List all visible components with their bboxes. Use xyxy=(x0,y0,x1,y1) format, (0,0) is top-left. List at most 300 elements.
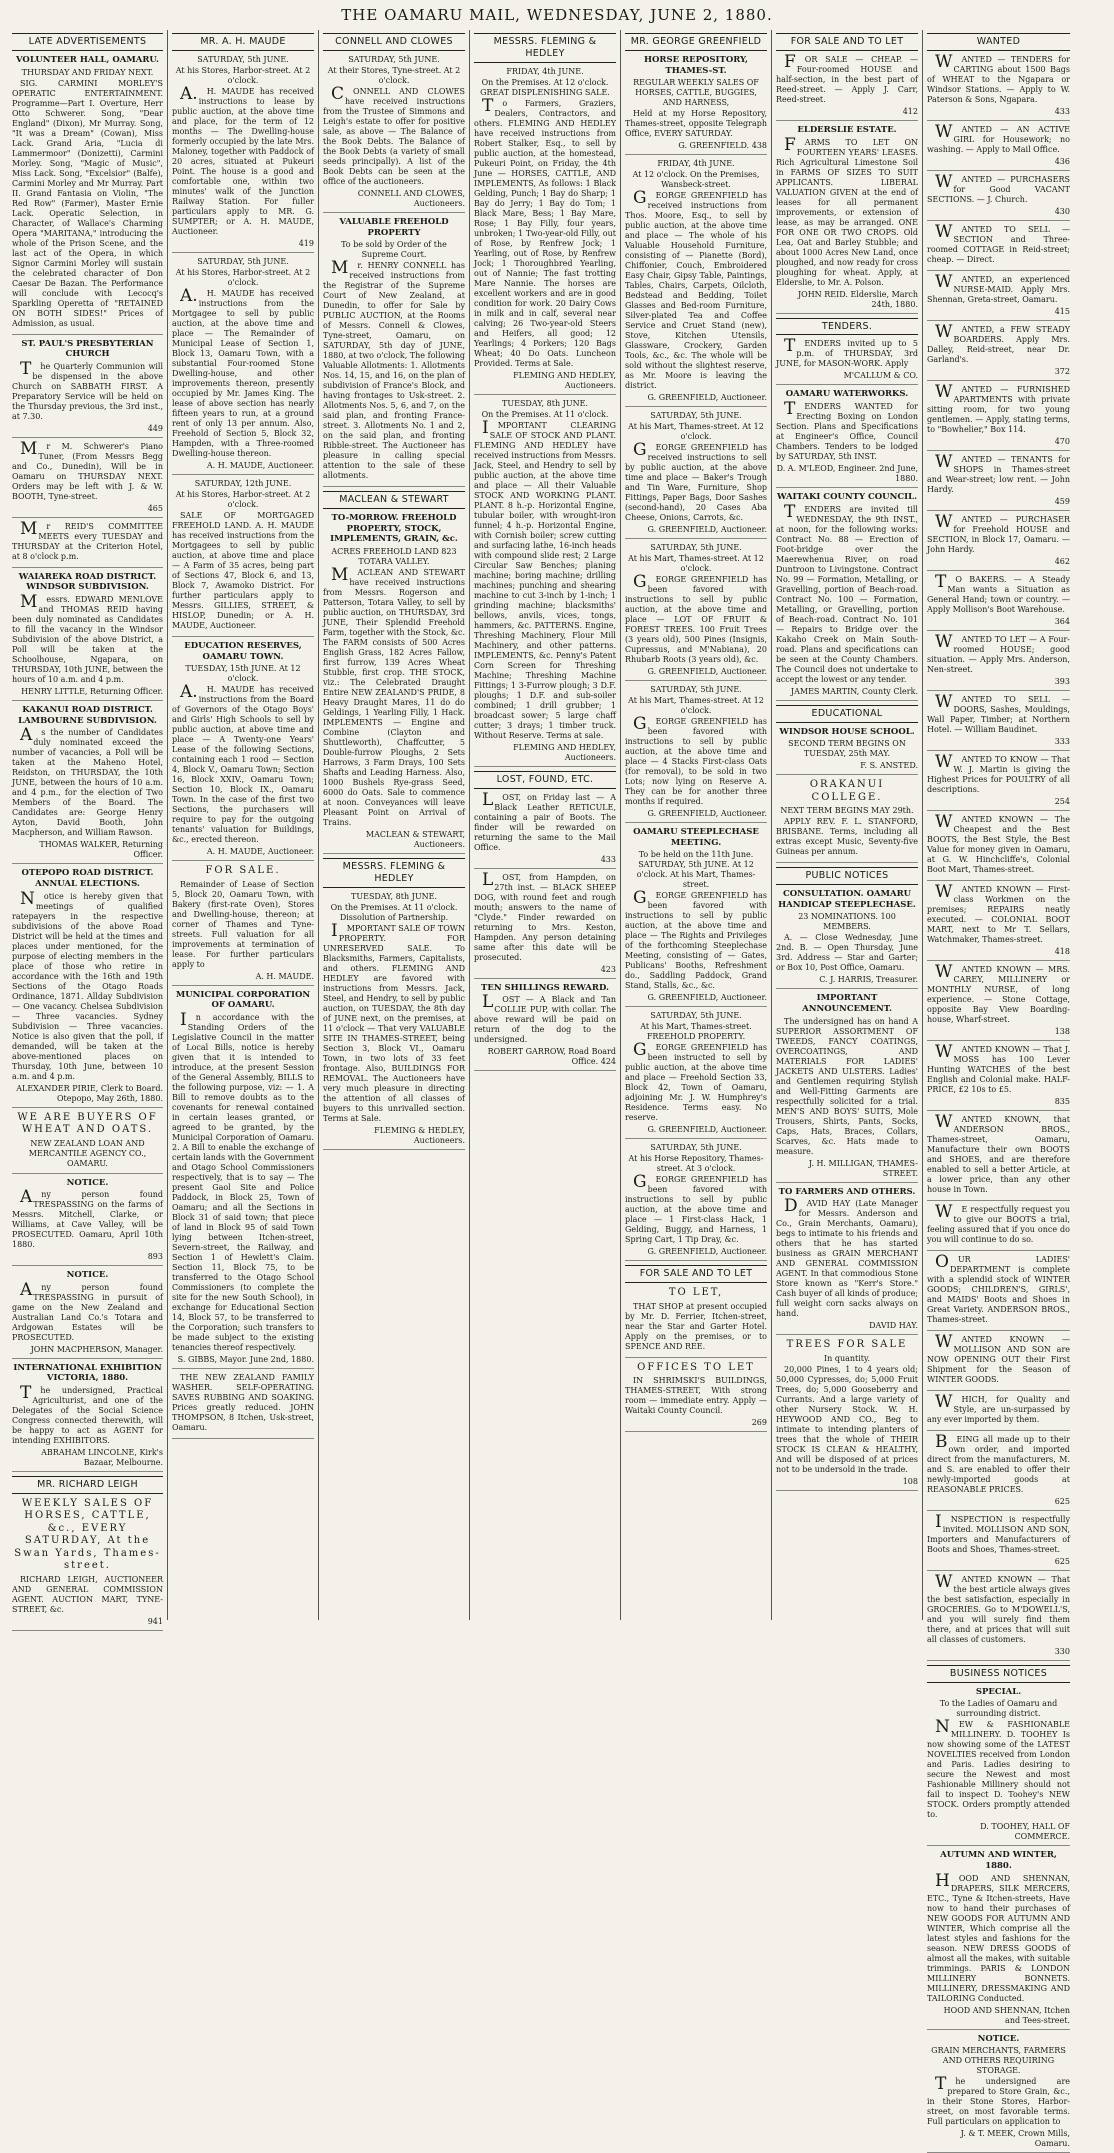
ad-signature: G. GREENFIELD, Auctioneer. xyxy=(647,809,767,819)
section-heading: CONNELL AND CLOWES xyxy=(323,33,465,51)
ad-body: NEW & FASHIONABLE MILLINERY. D. TOOHEY Is now showing some of the LATEST NOVELTIES received from London and Paris. Ladies desiring to secure the Newest and most Fashionable Millinery should not fail to inspect D. Toohey's NEW STOCK. Orders promptly attended to. xyxy=(927,1717,1070,1820)
ad-body: As the number of Candidates duly nominated exceed the number of vacancies, a Poll will be taken at the Maheno Hotel, Reidston, on THURSDAY, the 10th JUNE, between the hours of 10 a.m. and 4 p.m., for the election of Two Members of the Board. The Candidates are: George Henry Ayton, David Booth, John Macpherson, and William Rawson. xyxy=(12,725,163,838)
ad-body: Messrs. EDWARD MENLOVE and THOMAS REID having been duly nominated as Candidates to fill the vacancy in the Windsor Subdivision of the above District, a Poll will be taken at the Schoolhouse, Ngapara, on THURSDAY, 10th JUNE, between the hours of 10 a.m. and 4 p.m. xyxy=(12,592,163,684)
ad-body: MACLEAN AND STEWART have received instructions from Messrs. Rogerson and Patterson, Totara Valley, to sell by public auction, on THURSDAY, 3rd JUNE, Their Splendid Freehold Farm, together with the Stock, &c. The FARM consists of 500 Acres English Grass, 182 Acres Fallow, first furrow, 139 Acres Wheat Stubble, first crop. THE STOCK, viz.: The Celebrated Draught Entire NEW ZEALAND'S PRIDE, 8 Heavy Draught Mares, 11 do do Geldings, 1 Yearling Filly, 1 Hack. IMPLEMENTS — Engine and Combine (Clayton and Shuttleworth), Chaffcutter, 5 Double-furrow Ploughs, 2 Sets Harrows, 3 Farm Drays, 100 Sets Shafts and Leading Harness. Also, 1000 Bushels Rye-grass Seed, 6000 do Oats. Sale to commence at noon. Conveyances will leave Pleasant Point on Arrival of Trains. xyxy=(323,564,465,827)
ad-signature: 364 xyxy=(1054,616,1070,626)
ad-signature: 433 xyxy=(600,854,616,864)
advertisement xyxy=(776,389,918,488)
ad-body: GEORGE GREENFIELD has received instructions from Thos. Moore, Esq., to sell by public auction, at the above time and place — The whole of his Valuable Household Furniture, consisting of — Pianette (Bord), Chiffonier, Couch, Embroidered Easy Chair, Gipsy Table, Paintings, Tables, Chairs, Carpets, Oilcloth, Bedstead and Bedding, Toilet Glasses and Bed-room Furniture, Silver-plated Tea and Coffee Service and Cruet Stand (new), Stove, Kitchen Utensils, Glassware, Crockery, Garden Tools, &c., &c. The whole will be sold without the slightest reserve, as Mr. Moore is leaving the district. xyxy=(625,188,767,391)
ad-subtitle: At his Mart, Thames-street. FREEHOLD PROPERTY. xyxy=(640,1022,752,1042)
ad-body: WANTED TO SELL — DOORS, Sashes, Mouldings, Wall Paper, Timber; at Northern Hotel. — William Baudinet. xyxy=(927,691,1070,734)
ad-body: THE NEW ZEALAND FAMILY WASHER. SELF-OPERATING. SAVES RUBBING AND SOAKING. Prices greatly reduced. JOHN THOMPSON, 8 Itchen, Usk-street, Oamaru. xyxy=(172,1372,314,1432)
advertisement xyxy=(12,339,163,438)
ad-signature: 333 xyxy=(1054,736,1070,746)
ad-subtitle: At his Mart, Thames-street. At 12 o'clock. xyxy=(628,554,764,574)
ad-title: TUESDAY, 8th JUNE. xyxy=(351,891,437,901)
section-heading: TENDERS. xyxy=(776,318,918,336)
ad-body: WANTED — FURNISHED APARTMENTS with private sitting room, for two young gentlemen. — Apply, stating terms, to "Bowhelier," Box 114. xyxy=(927,381,1070,434)
ad-title: OAMARU STEEPLECHASE MEETING. xyxy=(633,827,759,848)
ad-signature: 269 xyxy=(751,1418,767,1428)
ad-body: A.H. MAUDE has received instructions to lease by public auction, at the above time and place, for the term of 12 months — The Dwelling-house formerly occupied by the late Mrs. Maloney, together with Paddock of 20 acres, situated at Pukeuri Point. The house is a good and comfortable one, within two minutes' walk of the Junction Railway Station. For fuller particulars apply to MR. G. SUMPTER; or A. H. MAUDE, Auctioneer. xyxy=(172,83,314,236)
advertisement xyxy=(776,779,918,863)
ad-signature: 433 xyxy=(1054,106,1070,116)
section-heading: MACLEAN & STEWART xyxy=(323,491,465,509)
ad-body: WANTED — TENANTS for SHOPS in Thames-street and Wear-street; low rent. — John Hardy. xyxy=(927,451,1070,494)
ad-body: RICHARD LEIGH, AUCTIONEER AND GENERAL COMMISSION AGENT. AUCTION MART, TYNE-STREET, &c. xyxy=(12,1574,163,1614)
advertisement xyxy=(12,518,163,568)
ad-body: NEW ZEALAND LOAN AND MERCANTILE AGENCY CO., OAMARU. xyxy=(28,1138,147,1168)
ad-body: HOOD AND SHENNAN, DRAPERS, SILK MERCERS, ETC., Tyne & Itchen-streets, Have now to hand their purchases of NEW GOODS FOR AUTUMN AND WINTER, Which comprise all the latest styles and fashions for the season. NEW DRESS GOODS of almost all the makes, with suitable trimmings. PARIS & LONDON MILLINERY BONNETS. MILLINERY, DRESSMAKING AND TAILORING Conducted. xyxy=(927,1870,1070,2003)
ad-signature: ABRAHAM LINCOLNE, Kirk's Bazaar, Melbourne. xyxy=(41,1448,163,1467)
advertisement xyxy=(927,271,1070,321)
ad-signature: 412 xyxy=(902,106,918,116)
ad-signature: 430 xyxy=(1054,206,1070,216)
ad-body: WANTED KNOWN — MRS. CAREY, MILLINERY or MONTHLY NURSE, of long experience. — Stone Cottage, opposite Bay View Boarding-house, Wharf-street. xyxy=(927,961,1070,1024)
advertisement xyxy=(172,641,314,861)
ad-body: WANTED — PURCHASERS for Good VACANT SECTIONS. — J. Church. xyxy=(927,171,1070,204)
ad-title: ELDERSLIE ESTATE. xyxy=(797,124,897,135)
section-heading: PUBLIC NOTICES xyxy=(776,867,918,885)
ad-title: VOLUNTEER HALL, OAMARU. xyxy=(15,54,159,65)
ad-title: OFFICES TO LET xyxy=(637,1361,755,1373)
ad-body: WANTED TO KNOW — That W. J. Martin is giving the Highest Prices for POULTRY of all descriptions. xyxy=(927,751,1070,794)
advertisement xyxy=(172,257,314,475)
column-4 xyxy=(470,30,621,1620)
advertisement xyxy=(927,451,1070,511)
ad-title: TO FARMERS AND OTHERS. xyxy=(778,1186,916,1197)
ad-title: WAIAREKA ROAD DISTRICT. WINDSOR SUBDIVISION. xyxy=(18,571,157,593)
advertisement xyxy=(927,1511,1070,1571)
ad-signature: 423 xyxy=(600,964,616,974)
ad-body: TENDERS WANTED for Erecting Boxing on London Section. Plans and Specifications at Engineer's Office, Council Chambers. Tenders to be lodged by SATURDAY, 5th INST. xyxy=(776,399,918,461)
ad-body: SIG. CARMINI MORLEY'S OPERATIC ENTERTAINMENT. Programme—Part I. Overture, Herr Otto Schwerer. Song, "Dear England" (Dixon), Mr Murray. Song, "It was a Dream" (Cowan), Miss Lack. Grand Aria, "Lucia di Lammermoor" (Donizetti), Carmini Morley. Song, "Magic of Music", Miss Lack. Song, "Excelsior" (Balfe), Carmini Morley and Mr Murray. Part II. Grand Fantasia on Violin, "The Red Row" (Farmer), Master Ernie Lack. Operatic Selection, in Character, of Wallace's Charming Opera "MARITANA," introducing the whole of the Prison Scene, and the last act of the Opera, in which Signor Carmini Morley will sustain the celebrated character of Don Caesar De Bazan. The Performance will conclude with Lecocq's Sparkling Operetta of "RETAINED ON BOTH SIDES!" Prices of Admission, as usual. xyxy=(12,78,163,328)
ad-body: The undersigned, Practical Agriculturist, and one of the Delegates of the Social Science Congress connected therewith, will be happy to act as AGENT for intending EXHIBITORS. xyxy=(12,1383,163,1445)
advertisement xyxy=(927,1687,1070,1847)
section-heading: MR. GEORGE GREENFIELD xyxy=(625,33,767,51)
advertisement xyxy=(927,1431,1070,1511)
ad-body: CONNELL AND CLOWES have received instructions from the Trustee of Simmons and Leigh's estate to offer for positive sale, as above — The Balance of the Book Debts. The Balance of the Book Debts (a variety of small seeds principally). A list of the Book Debts can be seen at the office of the auctioneers. xyxy=(323,83,465,186)
ad-subtitle: At his Stores, Harbor-street. At 2 o'clock. xyxy=(175,65,311,85)
ad-signature: 465 xyxy=(147,503,163,513)
advertisement xyxy=(625,1287,767,1358)
advertisement xyxy=(776,727,918,776)
ad-body: LOST, on Friday last — A Black Leather RETICULE, containing a pair of Boots. The finder will be rewarded on returning the same to the Mail Office. xyxy=(474,789,616,852)
advertisement xyxy=(927,2034,1070,2153)
advertisement xyxy=(927,961,1070,1041)
advertisement xyxy=(625,411,767,539)
advertisement xyxy=(927,811,1070,881)
advertisement xyxy=(12,1178,163,1267)
ad-title: TUESDAY, 8th JUNE. xyxy=(502,398,588,408)
ad-title: WAITAKI COUNTY COUNCIL. xyxy=(776,492,918,502)
ad-signature: 138 xyxy=(1054,1026,1070,1036)
ad-title: EDUCATION RESERVES, OAMARU TOWN. xyxy=(184,640,302,662)
advertisement xyxy=(927,691,1070,751)
ad-body: WANTED — PURCHASER for Freehold HOUSE and SECTION, in Block 17, Oamaru. — John Hardy. xyxy=(927,511,1070,554)
ad-body: WANTED KNOWN — The Cheapest and the Best BOOTS, the Best Style, the Best Value for money given in Oamaru, at G. W. Hinchcliffe's, Colonial Boot Mart, Thames-street. xyxy=(927,811,1070,874)
advertisement xyxy=(625,55,767,155)
section-heading: FOR SALE AND TO LET xyxy=(625,1265,767,1283)
ad-signature: S. GIBBS, Mayor. June 2nd, 1880. xyxy=(177,1354,314,1364)
ad-body: WANTED KNOWN — That the best article always gives the best satisfaction, especially in GROCERIES. Go to M'DOWELL'S, and you will surely find them there, and at prices that will suit all classes of customers. xyxy=(927,1571,1070,1644)
ad-title: IMPORTANT ANNOUNCEMENT. xyxy=(802,993,892,1014)
ad-body: IMPORTANT SALE OF TOWN PROPERTY. FOR UNRESERVED SALE. To Blacksmiths, Farmers, Capitalists, and others. FLEMING AND HEDLEY are favored with instructions from Messrs. Jack, Steel, and Hendry, to sell by public auction, on TUESDAY, the 8th day of JUNE next, on the premises, at 11 o'clock — That very VALUABLE SITE IN THAMES-STREET, being Section 3, Block VI., Oamaru Town, in two lots of 33 feet frontage. Also, BUILDINGS FOR REMOVAL. The Auctioneers have very much pleasure in directing the attention of all classes of buyers to this unrivalled section. Terms at Sale. xyxy=(323,920,466,1123)
advertisement xyxy=(776,1187,918,1336)
advertisement xyxy=(323,217,465,487)
advertisement xyxy=(625,543,767,681)
ad-title: TREES FOR SALE xyxy=(786,1339,908,1351)
ad-signature: D. A. M'LEOD, Engineer. 2nd June, 1880. xyxy=(776,464,918,483)
advertisement xyxy=(474,869,616,979)
ad-title: SATURDAY, 5th JUNE. xyxy=(650,1011,742,1021)
ad-signature: G. GREENFIELD, Auctioneer. xyxy=(647,1247,767,1257)
ad-signature: 393 xyxy=(1054,676,1070,686)
advertisement xyxy=(474,67,616,395)
ad-subtitle: At his Stores, Harbor-street. At 2 o'clock. xyxy=(175,267,311,287)
ad-signature: A. H. MAUDE. xyxy=(255,971,314,981)
ad-body: In accordance with the Standing Orders of the Legislative Council in the matter of Local Bills, notice is hereby given that it is intended to introduce, at the present Session of the General Assembly, BILLS to the following purpose, viz: — 1. A Bill to remove doubts as to the covenants for renewal contained in certain leases granted, or agreed to be granted, by the Municipal Corporation of Oamaru. 2. A Bill to enable the exchange of certain lands with the Government and Otago School Commissioners respectively, that is to say — The present Gaol Site and Police Paddock, in Block 25, Town of Oamaru; and all the Sections in Block 31 of said town; that piece of land in Block 95 of said Town lying between Itchen-street, Severn-street, the Railway, and Section 1 of Hewlett's Claim. Section 11, Block 75, to be transferred to the Otago School Commissioners (to complete the site for the new South School), in exchange for Educational Section 14, Block 57, to be transferred to the Corporation; such transfers to be made subject to the existing tenancies thereof respectively. xyxy=(172,1009,314,1352)
ad-body: WANTED, a FEW STEADY BOARDERS. Apply Mrs. Dalley, Reid-street, near Dr. Garland's. xyxy=(927,321,1070,364)
ad-signature: ROBERT GARROW, Road Board Office. 424 xyxy=(487,1047,616,1067)
ad-title: WE ARE BUYERS OF WHEAT AND OATS. xyxy=(17,1111,158,1135)
advertisement xyxy=(625,1143,767,1261)
ad-body: SALE OF MORTGAGED FREEHOLD LAND. A. H. MAUDE has received instructions from the Mortgagees to sell by public auction, at above time and place — A Farm of 35 acres, being part of Sections 47, Block 6, and 13, Block 7, Awamoko District. For further particulars apply to Messrs. GILLIES, STREET, & HISLOP, Dunedin; or A. H. MAUDE, Auctioneer. xyxy=(172,510,314,630)
advertisement xyxy=(625,159,767,407)
ad-body: Held at my Horse Repository, Thames-street, opposite Telegraph Office, EVERY SATURDAY. xyxy=(625,109,767,139)
newspaper-page xyxy=(8,30,1106,2149)
ad-body: GEORGE GREENFIELD has been favored with instructions to sell by public auction, at the above time and place — LOT OF FRUIT & FOREST TREES. 100 Fruit Trees (3 years old), 500 Pines (Insignis, Cupressus, and M'Nabiana), 20 Rhubarb Roots (3 years old), &c. xyxy=(625,572,767,665)
ad-signature: FLEMING AND HEDLEY, Auctioneers. xyxy=(513,370,616,390)
ad-signature: HOOD AND SHENNAN, Itchen and Tees-street. xyxy=(943,2005,1070,2025)
ad-title: TO LET, xyxy=(668,1287,724,1299)
ad-subtitle: On the Premises. At 11 o'clock. xyxy=(481,409,609,419)
ad-body: TENDERS are invited till WEDNESDAY, the 9th INST., at noon, for the following works: Contract No. 88 — Erection of Foot-bridge over the Maerewhenua River, on road Duntroon to Livingstone. Contract No. 99 — Formation, Metalling, or Gravelling, portion of Beach-road. Contract No. 100 — Formation, Metalling, or Gravelling, portion of Beach-road. Contract No. 101 — Repairs to Bridge over the Kakaho Creek on Main South-road. Plans and specifications can be seen at the County Chambers. The Council does not undertake to accept the lowest or any tender. xyxy=(776,501,918,684)
ad-title: SATURDAY, 5th JUNE. xyxy=(348,54,440,64)
ad-body: Any person found TRESPASSING in pursuit of game on the New Zealand and Australian Land Co.'s Totara and Ardgowan Estates will be PROSECUTED. xyxy=(12,1279,163,1342)
advertisement xyxy=(927,321,1070,381)
ad-body: DAVID HAY (Late Manager for Messrs. Anderson and Co., Grain Merchants, Oamaru), begs to intimate to his friends and others that he has started business as GRAIN MERCHANT AND GENERAL COMMISSION AGENT. In that commodious Stone Store known as "Kerr's Store." Cash buyer of all kinds of produce; full weight corn sacks always on hand. xyxy=(776,1196,918,1319)
ad-subtitle: On the Premises. At 11 o'clock. Dissolution of Partnership. xyxy=(330,902,458,922)
advertisement xyxy=(12,1112,163,1174)
ad-subtitle: TUESDAY, 15th JUNE. At 12 o'clock. xyxy=(185,664,301,684)
ad-body: INSPECTION is respectfully invited. MOLLISON AND SON, Importers and Manufacturers of Boots and Shoes, Thames-street. xyxy=(927,1511,1070,1554)
advertisement xyxy=(172,55,314,253)
ad-signature: D. TOOHEY, HALL OF COMMERCE. xyxy=(980,1822,1070,1842)
ad-signature: DAVID HAY. xyxy=(869,1321,918,1331)
ad-signature: M'CALLUM & CO. xyxy=(843,371,918,381)
section-heading: MESSRS. FLEMING & HEDLEY xyxy=(323,858,465,888)
ad-signature: 254 xyxy=(1054,796,1070,806)
ad-body: A.H. MAUDE has received instructions from the Mortgagee to sell by public auction, at the above time and place — The Remainder of Municipal Lease of Section 1, Block 13, Oamaru Town, with a substantial Four-roomed Stone Dwelling-house, and other improvements thereon, presently occupied by Mr. James King. The lease of above section has nearly fifteen years to run, at a ground rent of only 13 per annum. Also, Freehold of Section 5, Block 32, Hampden, with a Three-roomed Dwelling-house thereon. xyxy=(172,285,314,458)
ad-body: FARMS TO LET ON FOURTEEN YEARS' LEASES. Rich Agricultural Limestone Soil in FARMS OF SIZES TO SUIT APPLICANTS. LIBERAL VALUATION GIVEN at the end of leases for all permanent improvements, or extension of lease, as may be arranged. ONE FOR ONE OR TWO CROPS. Old Lea, Oat and Barley Stubble; and about 1000 Acres New Land, once ploughed, and now ready for cross ploughing for wheat. Apply, at Elderslie, to Mr. A. Polson. xyxy=(776,134,918,287)
ad-subtitle: NEXT TERM BEGINS MAY 29th. xyxy=(780,806,914,816)
advertisement xyxy=(625,1362,767,1433)
ad-body: Mr REID'S COMMITTEE MEETS every TUESDAY and THURSDAY at the Criterion Hotel, at 8 o'clock p.m. xyxy=(12,518,163,561)
ad-subtitle: At his Mart, Thames-street. At 12 o'clock. xyxy=(628,422,764,442)
advertisement xyxy=(474,399,616,767)
advertisement xyxy=(323,892,465,1150)
section-heading: EDUCATIONAL xyxy=(776,705,918,723)
ad-signature: 108 xyxy=(902,1476,918,1486)
advertisement xyxy=(12,1498,163,1631)
ad-title: OTEPOPO ROAD DISTRICT. ANNUAL ELECTIONS. xyxy=(21,868,154,889)
advertisement xyxy=(625,685,767,823)
ad-body: LOST, from Hampden, on 27th inst. — BLACK SHEEP DOG, with round feet and rough mouth; answers to the name of "Clyde." Finder rewarded on returning to Mrs. Keston, Hampden. Any person detaining same after this date will be prosecuted. xyxy=(474,869,616,962)
advertisement xyxy=(323,513,465,854)
ad-signature: HENRY LITTLE, Returning Officer. xyxy=(21,687,163,696)
advertisement xyxy=(776,889,918,989)
advertisement xyxy=(927,511,1070,571)
ad-title: TEN SHILLINGS REWARD. xyxy=(481,982,609,993)
ad-title: OAMARU WATERWORKS. xyxy=(785,389,909,400)
column-3 xyxy=(319,30,470,1620)
ad-body: Any person found TRESPASSING on the farms of Messrs. Mitchell, Clarke, or Williams, at Cave Valley, will be PROSECUTED. Oamaru, April 10th 1880. xyxy=(12,1187,163,1250)
ad-signature: 462 xyxy=(1054,556,1070,566)
ad-subtitle: REGULAR WEEKLY SALES OF HORSES, CATTLE, BUGGIES, AND HARNESS, xyxy=(633,78,759,108)
ad-body: TENDERS invited up to 5 p.m. of THURSDAY, 3rd JUNE, for MASON-WORK. Apply xyxy=(776,336,918,369)
advertisement xyxy=(776,51,918,121)
section-heading: MR. RICHARD LEIGH xyxy=(12,1476,163,1494)
ad-signature: 436 xyxy=(1054,156,1070,166)
ad-subtitle: At his Mart, Thames-street. At 12 o'clock. xyxy=(628,696,764,716)
advertisement xyxy=(776,1339,918,1491)
ad-signature: G. GREENFIELD, Auctioneer. xyxy=(647,393,767,403)
ad-body: Remainder of Lease of Section 5, Block 20, Oamaru Town, with Bakery (first-rate Oven), Stores and Dwelling-house, thereon; at corner of Thames and Tyne-streets. Full valuation for all improvements at termination of lease. For further particulars apply to xyxy=(172,879,314,969)
ad-subtitle: THURSDAY AND FRIDAY NEXT. xyxy=(21,67,154,77)
ad-title: SATURDAY, 5th JUNE. xyxy=(650,1143,742,1153)
ad-signature: 459 xyxy=(1054,496,1070,506)
ad-signature: J. & T. MEEK, Crown Mills, Oamaru. xyxy=(960,2129,1070,2149)
ad-body: IN SHRIMSKI'S BUILDINGS, THAMES-STREET, With strong room — immediate entry. Apply — Waitaki County Council. xyxy=(625,1376,767,1416)
ad-body: GEORGE GREENFIELD has been favored with instructions to sell by public auction, at the above time and place — 4 Stacks First-class Oats (for removal), to be sold in two Lots; now lying on Reserve A. They can be for another three months if required. xyxy=(625,714,767,807)
ad-body: FOR SALE — CHEAP. — Four-roomed HOUSE and half-section, in the best part of Reed-street. — Apply J. Carr, Reed-street. xyxy=(776,51,918,104)
ad-title: KAKANUI ROAD DISTRICT. LAMBOURNE SUBDIVISION. xyxy=(18,705,157,726)
ad-signature: THOMAS WALKER, Returning Officer. xyxy=(39,840,163,860)
ad-body: WANTED KNOWN — MOLLISON AND SON are NOW OPENING OUT their First Shipment for the Season of WINTER GOODS. xyxy=(927,1331,1070,1384)
ad-title: HORSE REPOSITORY, THAMES-ST. xyxy=(644,54,748,76)
ad-title: AUTUMN AND WINTER, 1880. xyxy=(940,1850,1057,1871)
section-heading: WANTED xyxy=(927,33,1070,51)
ad-subtitle: 23 NOMINATIONS. 100 MEMBERS. xyxy=(798,912,896,932)
ad-body: WHICH, for Quality and Style, are un-surpassed by any ever imported by them. xyxy=(927,1391,1070,1424)
advertisement xyxy=(625,1011,767,1139)
ad-signature: 625 xyxy=(1054,1496,1070,1506)
ad-signature: JOHN REID. Elderslie, March 24th, 1880. xyxy=(797,289,918,309)
ad-body: OUR LADIES' DEPARTMENT is complete with a splendid stock of WINTER GOODS; CHILDREN'S, GIRLS', and MAIDS' Boots and Shoes in Great Variety. ANDERSON BROS., Thames-street. xyxy=(927,1251,1070,1324)
ad-body: APPLY REV. F. L. STANFORD, BRISBANE. Terms, including all extras except Music, Seventy-five Guineas per annum. xyxy=(776,817,918,857)
ad-body: GEORGE GREENFIELD has been instructed to sell by public auction, at the above time and place — Freehold Section 33, Block 42, Town of Oamaru, adjoining Mr. J. W. Humphrey's Residence. Terms easy. No reserve. xyxy=(625,1040,767,1123)
ad-title: INTERNATIONAL EXHIBITION VICTORIA, 1880. xyxy=(13,1362,162,1384)
advertisement xyxy=(927,1111,1070,1201)
ad-body: WANTED TO LET — A Four-roomed HOUSE; good situation. — Apply Mrs. Anderson, Nen-street. xyxy=(927,631,1070,674)
ad-title: SATURDAY, 5th JUNE. xyxy=(650,543,742,553)
ad-body: The undersigned has on hand A SUPERIOR ASSORTMENT OF TWEEDS, FANCY COATINGS, OVERCOATINGS, AND MATERIALS FOR LADIES' JACKETS AND ULSTERS. Ladies' and Gentlemen requiring Stylish and Well-Fitting Garments are respectfully solicited for a trial. MEN'S AND BOYS' SUITS, Mole Trousers, Shirts, Pants, Socks, Caps, Hats, Braces, Collars, Scarves, &c. Hats made to measure. xyxy=(776,1016,918,1156)
ad-signature: JAMES MARTIN, County Clerk. xyxy=(790,686,918,696)
ad-signature: A. H. MAUDE, Auctioneer. xyxy=(206,460,314,470)
advertisement xyxy=(776,336,918,385)
advertisement xyxy=(927,881,1070,961)
advertisement xyxy=(927,751,1070,811)
ad-body: Mr M. Schwerer's Piano Tuner, (From Messrs Begg and Co., Dunedin), Will be in Oamaru on THURSDAY NEXT. Orders may be left with J. & W. BOOTH, Tyne-street. xyxy=(12,438,163,501)
advertisement xyxy=(927,1041,1070,1111)
section-heading: LATE ADVERTISEMENTS xyxy=(12,33,163,51)
advertisement xyxy=(927,1850,1070,2029)
ad-body: The Quarterly Communion will be dispensed in the above Church on SABBATH FIRST. A Preparatory Service will be held on the Thursday previous, the 3rd inst., at 7.30. xyxy=(12,358,163,421)
ad-signature: 470 xyxy=(1054,436,1070,446)
advertisement xyxy=(927,381,1070,451)
ad-subtitle: To the Ladies of Oamaru and surrounding district. xyxy=(939,1699,1058,1719)
ad-signature: J. H. MILLIGAN, THAMES-STREET. xyxy=(808,1158,918,1178)
masthead: THE OAMARU MAIL, WEDNESDAY, JUNE 2, 1880. xyxy=(341,6,773,24)
section-heading: FOR SALE AND TO LET xyxy=(776,33,918,51)
section-heading: MR. A. H. MAUDE xyxy=(172,33,314,51)
ad-title: SATURDAY, 5th JUNE. xyxy=(197,54,289,64)
ad-title: FOR SALE. xyxy=(205,865,281,877)
ad-signature: G. GREENFIELD. 438 xyxy=(678,141,767,151)
ad-title: VALUABLE FREEHOLD PROPERTY xyxy=(339,216,449,238)
advertisement xyxy=(12,1270,163,1359)
advertisement xyxy=(625,827,767,1007)
advertisement xyxy=(776,492,918,701)
ad-subtitle: At their Stores, Tyne-street. At 2 o'clock. xyxy=(327,65,461,85)
ad-title: CONSULTATION. OAMARU HANDICAP STEEPLECHASE. xyxy=(778,889,916,910)
ad-signature: G. GREENFIELD, Auctioneer. xyxy=(647,667,767,677)
ad-signature: 418 xyxy=(1054,946,1070,956)
ad-body: To Farmers, Graziers, Dealers, Contractors, and others. FLEMING AND HEDLEY have received instructions from Robert Stalker, Esq., to sell by public auction, at the homestead, Pukeuri Point, on Friday, the 4th June — HORSES, CATTLE, AND IMPLEMENTS, As follows: 1 Black Gelding, Punch; 1 Bay do Sharp; 1 Bay do Jerry; 1 Bay do Tom; 1 Black Mare, Bess; 1 Bay Mare, Rose; 1 Bay Filly, four years, unbroken; 1 Two-year-old Filly, out of Rose, by Renfrew Jock; 1 Yearling, out of Rose, by Renfrew Jock; 1 Thoroughbred Yearling, out of Nannie; The fast trotting Mare Nannie. The horses are excellent workers and are in good condition for work. 20 Dairy Cows in milk and in calf, several near calving; 26 Two-year-old Steers and Heifers, all good; 12 Yearlings; 4 Porkers; 120 Bags Wheat; 40 Do Oats. Luncheon Provided. Terms at Sale. xyxy=(474,95,616,368)
ad-body: IMPORTANT CLEARING SALE OF STOCK AND PLANT. FLEMING AND HEDLEY have received instructions from Messrs. Jack, Steel, and Hendry to sell by public auction, at the above time and place — All their Valuable STOCK AND WORKING PLANT. PLANT. 8 h.-p. Horizontal Engine, tubular boiler, with wrought-iron funnel; 4 h.-p. Horizontal Engine, with Cornish boiler; screw cutting and surfacing lathe, 16-inch heads with compound slide rest; 2 Large Circular Saw Benches; planing machine; boring machine; drilling machines; punching and shearing machine to cut 3-inch by 1-inch; 1 grinding machine; blacksmiths' bellows, anvils, vices, tongs, hammers, &c. PATTERNS. Engine, Threshing Machinery, Flour Mill Machinery, and other patterns. IMPLEMENTS, &c. Penny's Patent Corn Screen for Threshing Machine; Threshing Machine Fittings; 1 3-Furrow plough; 3 D.F. ploughs; 1 D.F. and sub-soiler combined; 1 drill grubber; 1 broadcast sower; 5 large chaff cutter; 3 drays; 1 timber truck. Without Reserve. Terms at sale. xyxy=(474,417,616,740)
advertisement xyxy=(12,572,163,701)
ad-signature: 941 xyxy=(147,1616,163,1626)
ad-title: NOTICE. xyxy=(977,2033,1020,2044)
ad-subtitle: In quantity. xyxy=(823,1353,871,1363)
ad-body: WANTED TO SELL — SECTION and Three-roomed COTTAGE in Reid-street; cheap. — Direct. xyxy=(927,221,1070,264)
ad-signature: ALEXANDER PIRIE, Clerk to Board. Otepopo, May 26th, 1880. xyxy=(16,1083,163,1103)
ad-body: A.H. MAUDE has received instructions from the Board of Governors of the Otago Boys' and Girls' High Schools to sell by public auction, at above time and place — A Twenty-one Years' Lease of the following Sections, containing each 1 rood — Section 4, Block V., Oamaru Town; Section 16, Block XXIV., Oamaru Town; Section 10, Block IX., Oamaru Town. In the case of the first two Sections, the purchasers will require to pay for the outgoing tenants' valuation for Buildings, &c., erected thereon. xyxy=(172,682,314,845)
advertisement xyxy=(776,993,918,1182)
advertisement xyxy=(927,1571,1070,1661)
ad-title: ST. PAUL'S PRESBYTERIAN CHURCH xyxy=(21,338,154,360)
ad-subtitle: To be held on the 11th June. SATURDAY, 5th JUNE. At 12 o'clock. At his Mart, Thames-street. xyxy=(636,850,756,890)
ad-title: FRIDAY, 4th JUNE. xyxy=(657,159,735,169)
ad-body: TO BAKERS. — A Steady Man wants a Situation as General Hand; town or country. — Apply Mollison's Boot Warehouse. xyxy=(927,571,1070,614)
ad-title: ORAKANUI COLLEGE. xyxy=(809,779,885,803)
ad-body: THAT SHOP at present occupied by Mr. D. Ferrier, Itchen-street, near the Star and Garter Hotel. Apply on the premises, or to SPENCE AND REE. xyxy=(625,1301,767,1351)
ad-body: WANTED — TENDERS for CARTING about 1500 Bags of WHEAT to the Ngapara or Windsor Stations. — Apply to W. Paterson & Sons, Ngapara. xyxy=(927,51,1070,104)
ad-signature: G. GREENFIELD, Auctioneer. xyxy=(647,525,767,535)
ad-signature: CONNELL AND CLOWES, Auctioneers. xyxy=(357,188,465,208)
ad-subtitle: On the Premises. At 12 o'clock. GREAT DISPLENISHING SALE. xyxy=(480,77,610,97)
ad-body: WANTED KNOWN, that ANDERSON BROS., Thames-street, Oamaru, Manufacture their own BOOTS and SHOES, and are therefore enabled to sell a better Article, at a lower price, than any other house in Town. xyxy=(927,1111,1070,1194)
advertisement xyxy=(927,1331,1070,1391)
ad-body: WE respectfully request you to give our BOOTS a trial, feeling assured that if you once do you will continue to do so. xyxy=(927,1201,1070,1244)
ad-body: LOST — A Black and Tan COLLIE PUP, with collar. The above reward will be paid on return of the dog to the undersigned. xyxy=(474,992,616,1045)
advertisement xyxy=(927,1251,1070,1331)
advertisement xyxy=(172,865,314,986)
ad-signature: F. S. ANSTED. xyxy=(860,761,918,771)
ad-signature: FLEMING AND HEDLEY, Auctioneers. xyxy=(513,742,616,762)
ad-body: WANTED KNOWN — First-class Workmen on the premises; REPAIRS neatly executed. — COLONIAL BOOT MART, next to Mr T. Sellars, Watchmaker, Thames-street. xyxy=(927,881,1070,944)
advertisement xyxy=(323,55,465,213)
ad-signature: JOHN MACPHERSON, Manager. xyxy=(30,1344,163,1354)
ad-title: TO-MORROW. FREEHOLD PROPERTY, STOCK, IMPLEMENTS, GRAIN, &c. xyxy=(330,513,458,545)
ad-subtitle: ACRES FREEHOLD LAND 823 TOTARA VALLEY. xyxy=(331,546,457,566)
ad-body: Notice is hereby given that meetings of qualified ratepayers in the respective subdivisions of the above Road District will be held at the times and places under mentioned, for the purpose of electing members in the place of those who retire in accordance with the 16th and 19th Sections of the Otago Roads Ordinance, 1871. Allday Subdivision — One vacancy. Chelsea Subdivision — Three vacancies. Sydney Subdivision — Three vacancies. Notice is also given that the poll, if demanded, will be taken at the above-mentioned places on Thursday, 10th June, between 10 a.m. and 4 p.m. xyxy=(12,888,163,1081)
ad-title: MUNICIPAL CORPORATION OF OAMARU. xyxy=(175,989,311,1011)
ad-body: WANTED — AN ACTIVE GIRL for Housework; no washing. — Apply to Mail Office. xyxy=(927,121,1070,154)
advertisement xyxy=(172,479,314,637)
column-6 xyxy=(772,30,923,1620)
ad-body: A. — Close Wednesday, June 2nd. B. — Open Thursday, June 3rd. Address — Star and Garter; or Box 10, Post Office, Oamaru. xyxy=(776,933,918,973)
advertisement xyxy=(172,1373,314,1439)
ad-title: SPECIAL. xyxy=(975,1686,1022,1697)
advertisement xyxy=(12,1363,163,1472)
ad-body: The undersigned are prepared to Store Grain, &c., in their Stone Stores, Harbor-street, on most favorable terms. Full particulars on application to xyxy=(927,2074,1070,2127)
ad-subtitle: To be sold by Order of the Supreme Court. xyxy=(341,240,447,260)
ad-signature: 419 xyxy=(298,238,314,248)
advertisement xyxy=(927,1391,1070,1431)
ad-title: NOTICE. xyxy=(66,1177,109,1188)
ad-subtitle: At his Stores, Harbor-street. At 2 o'clock. xyxy=(175,489,311,509)
ad-body: WANTED, an experienced NURSE-MAID. Apply Mrs. Shennan, Greta-street, Oamaru. xyxy=(927,271,1070,304)
ad-title: NOTICE. xyxy=(66,1270,109,1281)
ad-title: SATURDAY, 5th JUNE. xyxy=(650,411,742,421)
ad-subtitle: GRAIN MERCHANTS, FARMERS AND OTHERS REQUIRING STORAGE. xyxy=(931,2046,1066,2076)
ad-signature: A. H. MAUDE, Auctioneer. xyxy=(206,847,314,857)
ad-title: WEEKLY SALES OF HORSES, CATTLE, &c., EVERY SATURDAY, At the Swan Yards, Thames-street. xyxy=(14,1497,161,1572)
ad-signature: 330 xyxy=(1054,1646,1070,1656)
ad-subtitle: At 12 o'clock. On the Premises, Wansbeck-street. xyxy=(632,170,760,190)
ad-signature: 372 xyxy=(1054,366,1070,376)
ad-subtitle: SECOND TERM BEGINS ON TUESDAY, 25th MAY. xyxy=(788,739,906,759)
ad-body: GEORGE GREENFIELD has been favored with instructions to sell by public auction, at the above time and place — 1 First-class Hack, 1 Gelding, Buggy, and Harness, 1 Spring Cart, 1 Tip Dray, &c. xyxy=(625,1172,767,1245)
column-2 xyxy=(168,30,319,1620)
advertisement xyxy=(12,868,163,1107)
advertisement xyxy=(927,631,1070,691)
ad-title: SATURDAY, 12th JUNE. xyxy=(194,478,292,488)
ad-signature: G. GREENFIELD, Auctioneer. xyxy=(647,993,767,1003)
ad-subtitle: At his Horse Repository, Thames-street. At 3 o'clock. xyxy=(628,1154,764,1174)
ad-signature: C. J. HARRIS, Treasurer. xyxy=(819,975,918,985)
advertisement xyxy=(474,983,616,1072)
advertisement xyxy=(776,125,918,314)
ad-body: GEORGE GREENFIELD has received instructions to sell by public auction, at the above time and place — Baker's Trough and Tin Ware, Furniture, Shop Fittings, Paper Bags, Door Sashes (second-hand), 20 Cases Aba Cheese, Onions, Carrots, &c. xyxy=(625,440,767,523)
ad-signature: 625 xyxy=(1054,1556,1070,1566)
section-heading: MESSRS. FLEMING & HEDLEY xyxy=(474,33,616,63)
ad-body: WANTED KNOWN — That J. MOSS has 100 Lever Hunting WATCHES of the best English and Colonial make. HALF-PRICE, £2 10s to £5. xyxy=(927,1041,1070,1094)
ad-signature: G. GREENFIELD, Auctioneer. xyxy=(647,1125,767,1135)
advertisement xyxy=(12,438,163,518)
column-5 xyxy=(621,30,772,1620)
ad-signature: 449 xyxy=(147,423,163,433)
advertisement xyxy=(927,51,1070,121)
ad-body: 20,000 Pines, 1 to 4 years old; 50,000 Cypresses, do; 5,000 Fruit Trees, do; 5,000 Gooseberry and Currants. And a large variety of other Nursery Stock. W. H. HEYWOOD AND CO., Beg to intimate to intending planters of trees that the whole of THEIR STOCK IS CLEAN & HEALTHY, And will be disposed of at prices not to be undersold in the trade. xyxy=(776,1364,918,1474)
advertisement xyxy=(927,121,1070,171)
ad-title: WINDSOR HOUSE SCHOOL. xyxy=(779,726,915,737)
ad-signature: MACLEAN & STEWART, Auctioneers. xyxy=(365,829,465,849)
ad-signature: 893 xyxy=(147,1252,163,1262)
ad-title: FRIDAY, 4th JUNE. xyxy=(506,66,584,76)
column-7 xyxy=(923,30,1074,2149)
advertisement xyxy=(12,55,163,335)
advertisement xyxy=(12,705,163,864)
ad-signature: 415 xyxy=(1054,306,1070,316)
ad-title: SATURDAY, 5th JUNE. xyxy=(197,256,289,266)
ad-title: SATURDAY, 5th JUNE. xyxy=(650,685,742,695)
ad-signature: FLEMING & HEDLEY, Auctioneers. xyxy=(374,1125,465,1145)
advertisement xyxy=(927,171,1070,221)
section-heading: BUSINESS NOTICES xyxy=(927,1665,1070,1683)
ad-signature: 835 xyxy=(1054,1096,1070,1106)
